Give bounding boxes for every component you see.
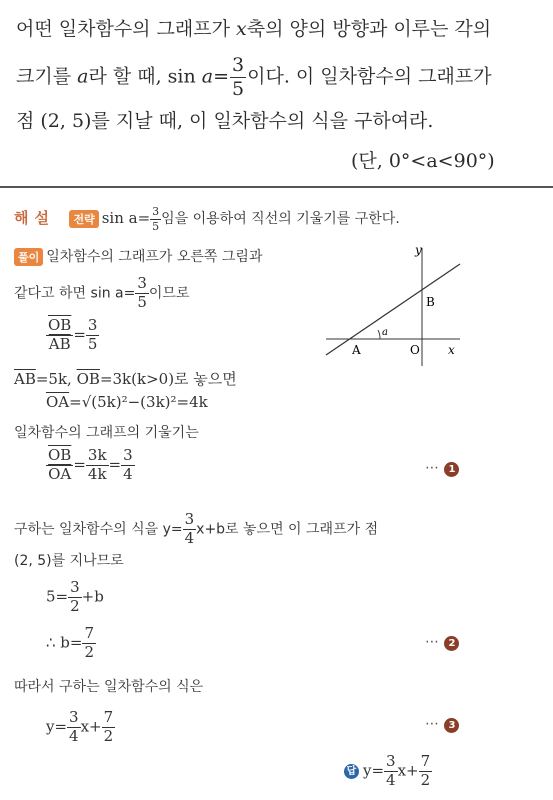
problem-line-3: 점 (2, 5)를 지날 때, 이 일차함수의 식을 구하여라. — [16, 110, 434, 132]
fraction — [135, 276, 149, 311]
answer — [344, 754, 432, 789]
denominator: OA — [48, 464, 72, 483]
function-line — [326, 264, 460, 355]
solution-text: =√(5k)²−(3k)²=4k — [69, 393, 208, 411]
label-y: y — [415, 243, 422, 257]
problem-condition: (단, 0°<a<90°) — [351, 150, 495, 172]
strategy-text: 임을 이용하여 직선의 기울기를 구한다. — [161, 211, 400, 228]
dots: ⋯ — [425, 460, 440, 476]
fraction-three-fifths — [86, 318, 100, 353]
fraction-three-halves — [68, 580, 82, 615]
problem-text: 크기를 — [16, 65, 78, 88]
fraction-ob-oa — [46, 448, 73, 483]
segment-ab: $\overline{AB}$ — [14, 370, 36, 388]
solution-line-8: 따라서 구하는 일차함수의 식은 — [14, 679, 204, 695]
numerator: 3 — [386, 752, 396, 770]
strategy-math: sin a= — [101, 209, 151, 228]
numerator: 3 — [69, 708, 79, 726]
equation-b — [46, 626, 96, 661]
denominator: 2 — [420, 770, 431, 789]
solution-text: 구하는 일차함수의 식을 y= — [14, 521, 183, 538]
numerator: 7 — [420, 752, 431, 770]
circled-number-1: 1 — [444, 462, 459, 477]
equals-sign: = — [73, 325, 86, 344]
equals-sign: = — [213, 65, 230, 88]
section-divider — [0, 186, 553, 188]
denominator: 4 — [386, 770, 396, 789]
answer-text: x+ — [397, 761, 419, 780]
circled-number-3: 3 — [444, 718, 459, 733]
numerator: $\overline{OB}$ — [48, 316, 72, 334]
numerator: $\overline{OB}$ — [48, 446, 72, 464]
equation-ob-over-ab — [46, 318, 99, 353]
problem-line-1 — [16, 14, 491, 41]
numerator: 3 — [184, 510, 195, 528]
equation-text: +b — [81, 587, 104, 606]
fraction-three-fourths — [121, 448, 135, 483]
variable-alpha: a — [201, 65, 214, 88]
problem-line-2 — [16, 56, 492, 99]
fraction-three-fourths — [67, 710, 81, 745]
variable-x: x — [236, 18, 247, 40]
equation-five — [46, 580, 104, 615]
label-o: O — [410, 343, 420, 357]
solution-heading: 해설 — [14, 209, 55, 228]
label-a: A — [352, 343, 361, 357]
equation-text: x+ — [80, 717, 102, 736]
equals-sign: = — [73, 455, 86, 474]
solution-line-3 — [14, 368, 237, 389]
fraction-seven-halves — [419, 754, 433, 789]
answer-text: y= — [363, 761, 385, 780]
equation-final — [46, 710, 115, 745]
denominator: 4k — [87, 464, 107, 483]
denominator: 2 — [84, 642, 95, 661]
label-x: x — [448, 343, 455, 357]
answer-badge: 답 — [344, 764, 359, 779]
segment-oa: $\overline{OA}$ — [46, 393, 70, 411]
solution-header — [14, 206, 400, 232]
numerator: 3 — [137, 274, 147, 292]
solution-text: =5k, — [35, 370, 77, 388]
pul-badge: 풀이 — [14, 248, 43, 266]
denominator: 4 — [69, 726, 79, 745]
sin-label: sin — [167, 65, 202, 88]
fraction-ob-ab — [46, 318, 73, 353]
dots: ⋯ — [425, 634, 440, 650]
equals-sign: = — [108, 455, 122, 474]
solution-line-7: (2, 5)를 지나므로 — [14, 553, 124, 569]
fraction-three-fourths — [183, 512, 197, 547]
equation-text: 5= — [46, 587, 69, 606]
fraction-seven-halves — [102, 710, 116, 745]
circled-number-2: 2 — [444, 636, 459, 651]
segment-ob: $\overline{OB}$ — [76, 370, 100, 388]
problem-text: 어떤 일차함수의 그래프가 — [16, 18, 237, 40]
step-marker-1 — [425, 460, 459, 477]
solution-line-6 — [14, 512, 378, 547]
equation-text: y= — [46, 717, 68, 736]
denominator: AB — [48, 334, 71, 353]
numerator: 3 — [152, 205, 160, 218]
denominator: 5 — [152, 219, 160, 233]
fraction-three-fifths — [230, 56, 246, 99]
graph-figure — [318, 242, 468, 370]
variable-alpha: a — [77, 65, 89, 88]
solution-line-5: 일차함수의 그래프의 기울기는 — [14, 425, 199, 441]
equation-slope — [46, 448, 135, 483]
numerator: 3 — [70, 578, 80, 596]
denominator: 2 — [103, 726, 114, 745]
dots: ⋯ — [425, 716, 440, 732]
fraction-three-fourths — [384, 754, 398, 789]
solution-section — [0, 190, 553, 800]
label-b: B — [426, 295, 435, 309]
label-alpha: a — [382, 327, 388, 338]
solution-text: x+b로 놓으면 이 그래프가 점 — [196, 521, 379, 538]
solution-text: 이므로 — [148, 285, 190, 302]
numerator: 3 — [123, 446, 133, 464]
solution-text: 같다고 하면 sin a= — [14, 285, 136, 302]
denominator: 5 — [137, 292, 147, 311]
denominator: 5 — [232, 78, 245, 100]
step-marker-3 — [425, 716, 459, 733]
numerator: 7 — [103, 708, 114, 726]
solution-text: 일차함수의 그래프가 오른쪽 그림과 — [46, 249, 263, 265]
equation-text: ∴ b= — [46, 633, 83, 652]
strategy-badge: 전략 — [69, 210, 98, 228]
angle-arc — [378, 330, 380, 339]
solution-line-2 — [14, 276, 189, 311]
denominator: 4 — [184, 528, 195, 547]
solution-line-1 — [14, 246, 262, 266]
denominator: 5 — [87, 334, 98, 353]
numerator: 3k — [87, 446, 107, 464]
numerator: 3 — [232, 54, 245, 76]
fraction-seven-halves — [82, 626, 96, 661]
numerator: 3 — [87, 316, 98, 334]
problem-text: 축의 양의 방향과 이루는 각의 — [246, 18, 492, 40]
denominator: 4 — [123, 464, 133, 483]
strategy-fraction — [150, 206, 161, 232]
problem-text: 라 할 때, — [88, 65, 168, 88]
fraction-3k-4k — [86, 448, 109, 483]
numerator: 7 — [84, 624, 95, 642]
solution-text: =3k(k>0)로 놓으면 — [99, 370, 237, 388]
solution-line-4 — [46, 393, 208, 411]
denominator: 2 — [70, 596, 80, 615]
step-marker-2 — [425, 634, 459, 651]
problem-text: 이다. 이 일차함수의 그래프가 — [247, 65, 492, 88]
